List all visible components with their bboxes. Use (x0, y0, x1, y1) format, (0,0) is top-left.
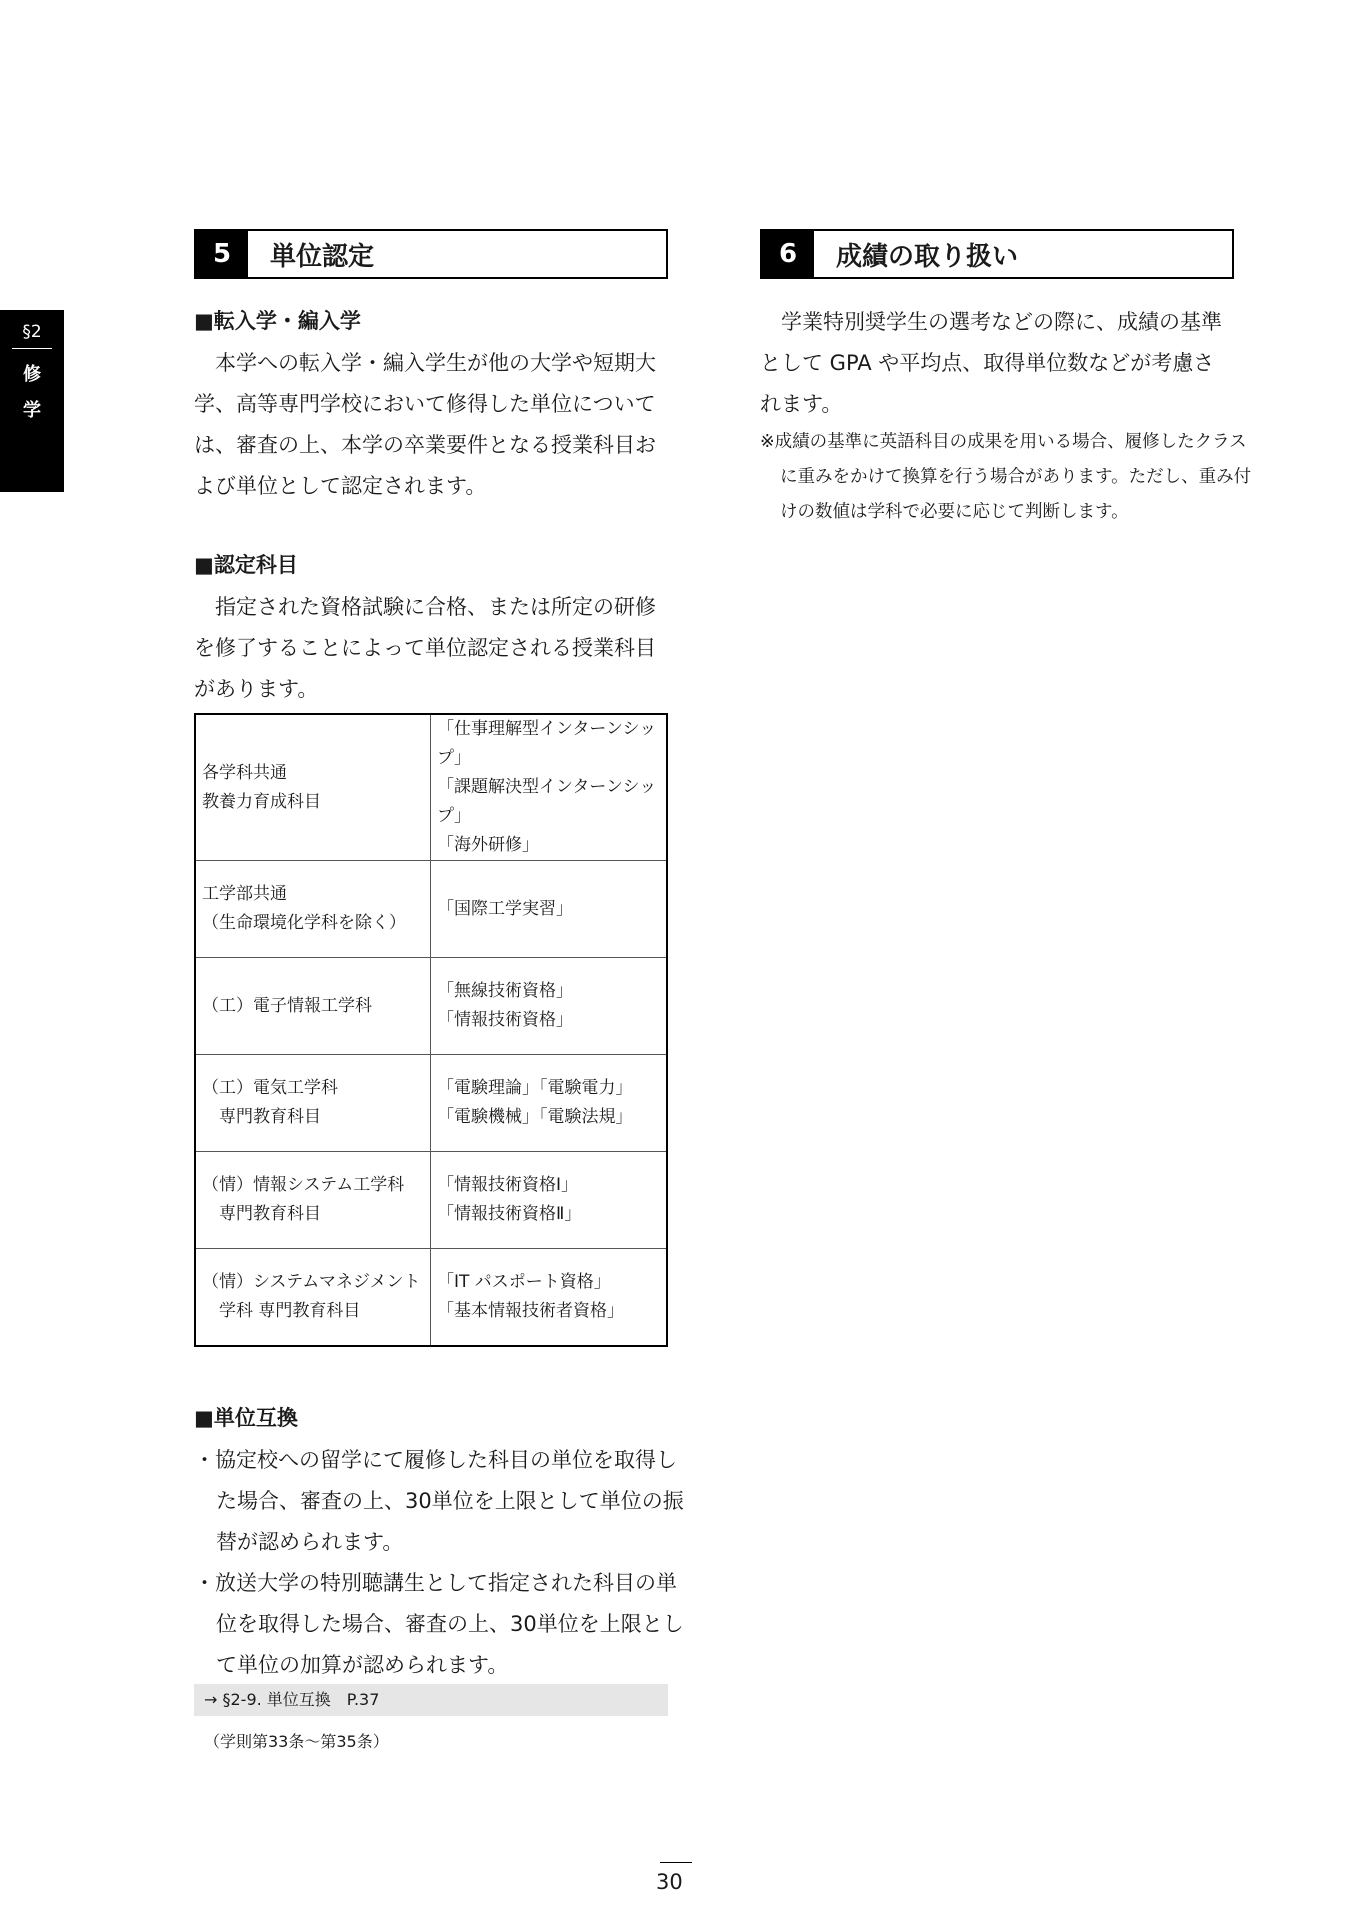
table-cell-department (195, 1055, 431, 1152)
table-cell-department (195, 861, 431, 958)
section-title: 単位認定 (270, 241, 375, 272)
table-cell-department (195, 1152, 431, 1249)
cell-text: 教養力育成科目 (202, 791, 321, 812)
table-cell-subjects (431, 1249, 668, 1346)
section-6-header (760, 229, 1234, 279)
side-tab-char: 学 (23, 400, 41, 421)
exchange-bullet: ・放送大学の特別聴講生として指定された科目の単位を取得した場合、審査の上、30単位を上限として単位の加算が認められます。 (194, 1571, 684, 1677)
cell-text: 「基本情報技術者資格」 (437, 1300, 624, 1321)
table-cell-subjects (431, 1055, 668, 1152)
cell-text: 「課題解決型インターンシップ」 (437, 777, 657, 826)
cell-text: 「情報技術資格Ⅱ」 (437, 1204, 582, 1224)
side-tab-divider (12, 348, 52, 349)
cell-text: 学科 専門教育科目 (202, 1300, 361, 1321)
cell-text: 「国際工学実習」 (437, 898, 573, 919)
certified-subjects-table (194, 713, 668, 1347)
cell-text: （情）情報システム工学科 (202, 1175, 405, 1195)
cell-text: 「無線技術資格」 (437, 981, 573, 1001)
cell-text: （情）システムマネジメント (202, 1271, 421, 1292)
regulation-citation: （学則第33条～第35条） (204, 1732, 389, 1751)
table-row (195, 1249, 667, 1346)
table-cell-department (195, 1249, 431, 1346)
table-row (195, 861, 667, 958)
side-tab-char: 修 (23, 364, 41, 385)
cell-text: 各学科共通 (202, 762, 287, 783)
cell-text: 「IT パスポート資格」 (437, 1271, 611, 1292)
subheading-transfer: ■転入学・編入学 (194, 309, 361, 333)
table-cell-subjects (431, 861, 668, 958)
transfer-paragraph: 本学への転入学・編入学生が他の大学や短期大学、高等専門学校において修得した単位については、審査の上、本学の卒業要件となる授業科目および単位として認定されます。 (194, 351, 656, 498)
table-cell-subjects (431, 1152, 668, 1249)
table-row (195, 1055, 667, 1152)
table-row (195, 714, 667, 861)
exchange-bullet: ・協定校への留学にて履修した科目の単位を取得した場合、審査の上、30単位を上限として単位の振替が認められます。 (194, 1448, 684, 1554)
grades-paragraph: 学業特別奨学生の選考などの際に、成績の基準として GPA や平均点、取得単位数などが考慮されます。 (760, 310, 1222, 416)
cell-text: 「電験機械」「電験法規」 (437, 1107, 633, 1127)
section-number: 5 (196, 231, 248, 277)
section-number: 6 (762, 231, 814, 277)
cell-text: 工学部共通 (202, 884, 287, 904)
cell-text: 専門教育科目 (202, 1204, 321, 1224)
page-number: 30 (656, 1870, 683, 1894)
cell-text: 専門教育科目 (202, 1107, 321, 1127)
grades-note: ※成績の基準に英語科目の成果を用いる場合、履修したクラスに重みをかけて換算を行う場合があります。ただし、重み付けの数値は学科で必要に応じて判断します。 (760, 432, 1252, 522)
section-5-header (194, 229, 668, 279)
cell-text: 「仕事理解型インターンシップ」 (437, 719, 657, 768)
table-row (195, 1152, 667, 1249)
section-title: 成績の取り扱い (836, 241, 1019, 272)
cross-reference-link[interactable]: → §2-9. 単位互換 P.37 (194, 1684, 668, 1716)
table-row (195, 958, 667, 1055)
page-number-rule (660, 1862, 692, 1863)
section-side-tab (0, 310, 64, 492)
subheading-certified: ■認定科目 (194, 553, 298, 577)
table-cell-department (195, 958, 431, 1055)
table-cell-subjects (431, 958, 668, 1055)
subheading-exchange: ■単位互換 (194, 1406, 298, 1430)
certified-paragraph: 指定された資格試験に合格、または所定の研修を修了することによって単位認定される授業科目があります。 (194, 595, 656, 701)
cell-text: （工）電気工学科 (202, 1078, 338, 1098)
cell-text: 「情報技術資格Ⅰ」 (437, 1175, 579, 1195)
cell-text: 「電験理論」「電験電力」 (437, 1078, 633, 1098)
cell-text: （工）電子情報工学科 (202, 995, 372, 1016)
cell-text: 「海外研修」 (437, 835, 539, 855)
table-cell-subjects (431, 714, 668, 861)
cell-text: （生命環境化学科を除く） (202, 913, 406, 933)
table-cell-department (195, 714, 431, 861)
side-tab-section: §2 (22, 322, 42, 342)
cell-text: 「情報技術資格」 (437, 1010, 573, 1030)
